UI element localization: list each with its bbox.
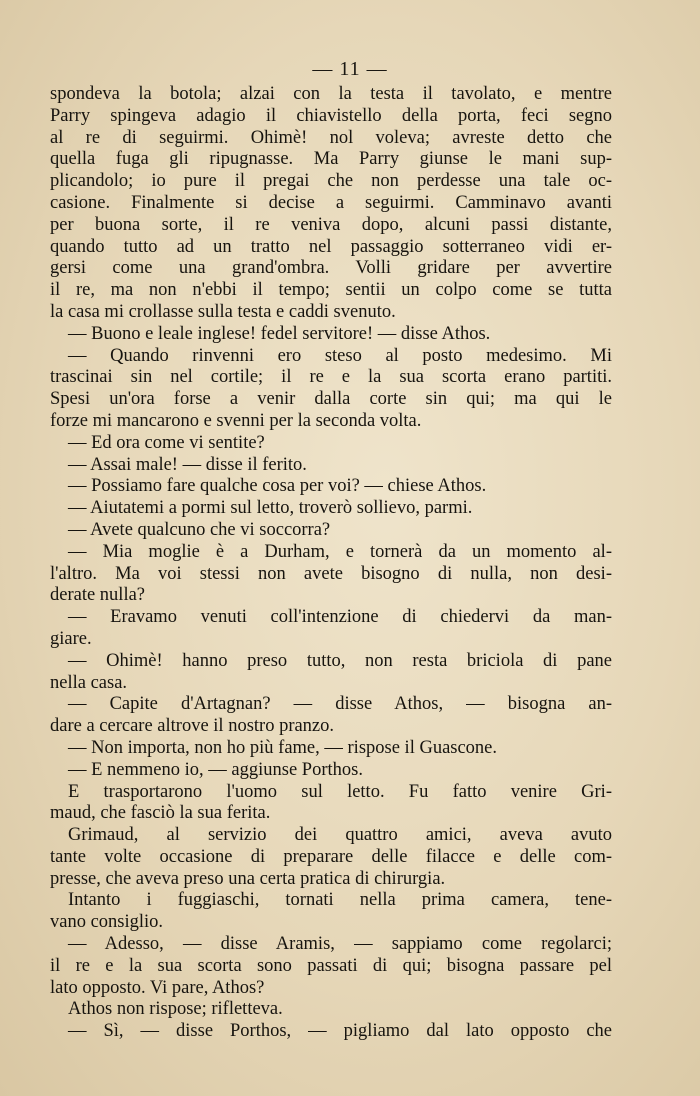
text-line: gersi come una grand'ombra. Volli gridare per avvertire [50, 258, 612, 279]
text-line: Athos non rispose; rifletteva. [68, 999, 283, 1020]
text-line: — Capite d'Artagnan? — disse Athos, — bisogna an- [68, 694, 612, 715]
text-line: vano consiglio. [50, 912, 164, 933]
text-line: trascinai sin nel cortile; il re e la sua scorta erano partiti. [50, 367, 612, 388]
text-line: lato opposto. Vi pare, Athos? [50, 977, 265, 998]
text-line: nella casa. [50, 672, 128, 693]
text-line: — Buono e leale inglese! fedel servitore! — disse Athos. [68, 323, 491, 344]
text-line: — Eravamo venuti coll'intenzione di chiedervi da man- [68, 607, 612, 628]
body-text [50, 84, 612, 1043]
text-line: forze mi mancarono e svenni per la seconda volta. [50, 410, 422, 431]
text-line: tante volte occasione di preparare delle filacce e delle com- [50, 846, 612, 867]
text-line: l'altro. Ma voi stessi non avete bisogno di nulla, non desi- [50, 563, 612, 584]
text-line: — Possiamo fare qualche cosa per voi? — chiese Athos. [68, 476, 487, 497]
text-line: — Adesso, — disse Aramis, — sappiamo come regolarci; [68, 934, 612, 955]
text-line: quella fuga gli ripugnasse. Ma Parry giunse le mani sup- [50, 149, 612, 170]
text-line: maud, che fasciò la sua ferita. [50, 803, 271, 824]
text-line: Spesi un'ora forse a venir dalla corte sin qui; ma qui le [50, 389, 612, 410]
text-line: giare. [50, 628, 92, 649]
text-line: — Assai male! — disse il ferito. [68, 454, 307, 475]
text-line: presse, che aveva preso una certa pratica di chirurgia. [50, 868, 446, 889]
text-line: — Ed ora come vi sentite? [68, 432, 265, 453]
text-line: Parry spingeva adagio il chiavistello della porta, feci segno [50, 105, 612, 126]
text-line: plicandolo; io pure il pregai che non perdesse una tale oc- [50, 171, 612, 192]
text-line: — Aiutatemi a pormi sul letto, troverò sollievo, parmi. [68, 498, 473, 519]
text-line: per buona sorte, il re veniva dopo, alcuni passi distante, [50, 214, 612, 235]
text-line: — Avete qualcuno che vi soccorra? [68, 519, 331, 540]
text-line: derate nulla? [50, 585, 146, 606]
text-line: dare a cercare altrove il nostro pranzo. [50, 716, 335, 737]
text-line: la casa mi crollasse sulla testa e caddi svenuto. [50, 301, 396, 322]
text-line: E trasportarono l'uomo sul letto. Fu fatto venire Gri- [68, 781, 612, 802]
text-line: — Quando rinvenni ero steso al posto medesimo. Mi [68, 345, 612, 366]
text-line: il re e la sua scorta sono passati di qui; bisogna passare pel [50, 955, 612, 976]
text-line: il re, ma non n'ebbi il tempo; sentii un colpo come se tutta [50, 280, 612, 301]
text-line: — Ohimè! hanno preso tutto, non resta briciola di pane [68, 650, 612, 671]
text-line: — Mia moglie è a Durham, e tornerà da un momento al- [68, 541, 612, 562]
text-line: — E nemmeno io, — aggiunse Porthos. [68, 759, 363, 780]
text-line: Intanto i fuggiaschi, tornati nella prima camera, tene- [68, 890, 612, 911]
page-number: — 11 — [312, 58, 388, 80]
text-line: casione. Finalmente si decise a seguirmi. Camminavo avanti [50, 192, 612, 213]
text-line: — Non importa, non ho più fame, — rispose il Guascone. [68, 737, 498, 758]
text-line: spondeva la botola; alzai con la testa il tavolato, e mentre [50, 84, 612, 104]
text-line: al re di seguirmi. Ohimè! nol voleva; avreste detto che [50, 127, 612, 148]
text-line: — Sì, — disse Porthos, — pigliamo dal lato opposto che [68, 1021, 612, 1042]
text-line: Grimaud, al servizio dei quattro amici, aveva avuto [68, 825, 612, 846]
text-line: quando tutto ad un tratto nel passaggio sotterraneo vidi er- [50, 236, 612, 257]
